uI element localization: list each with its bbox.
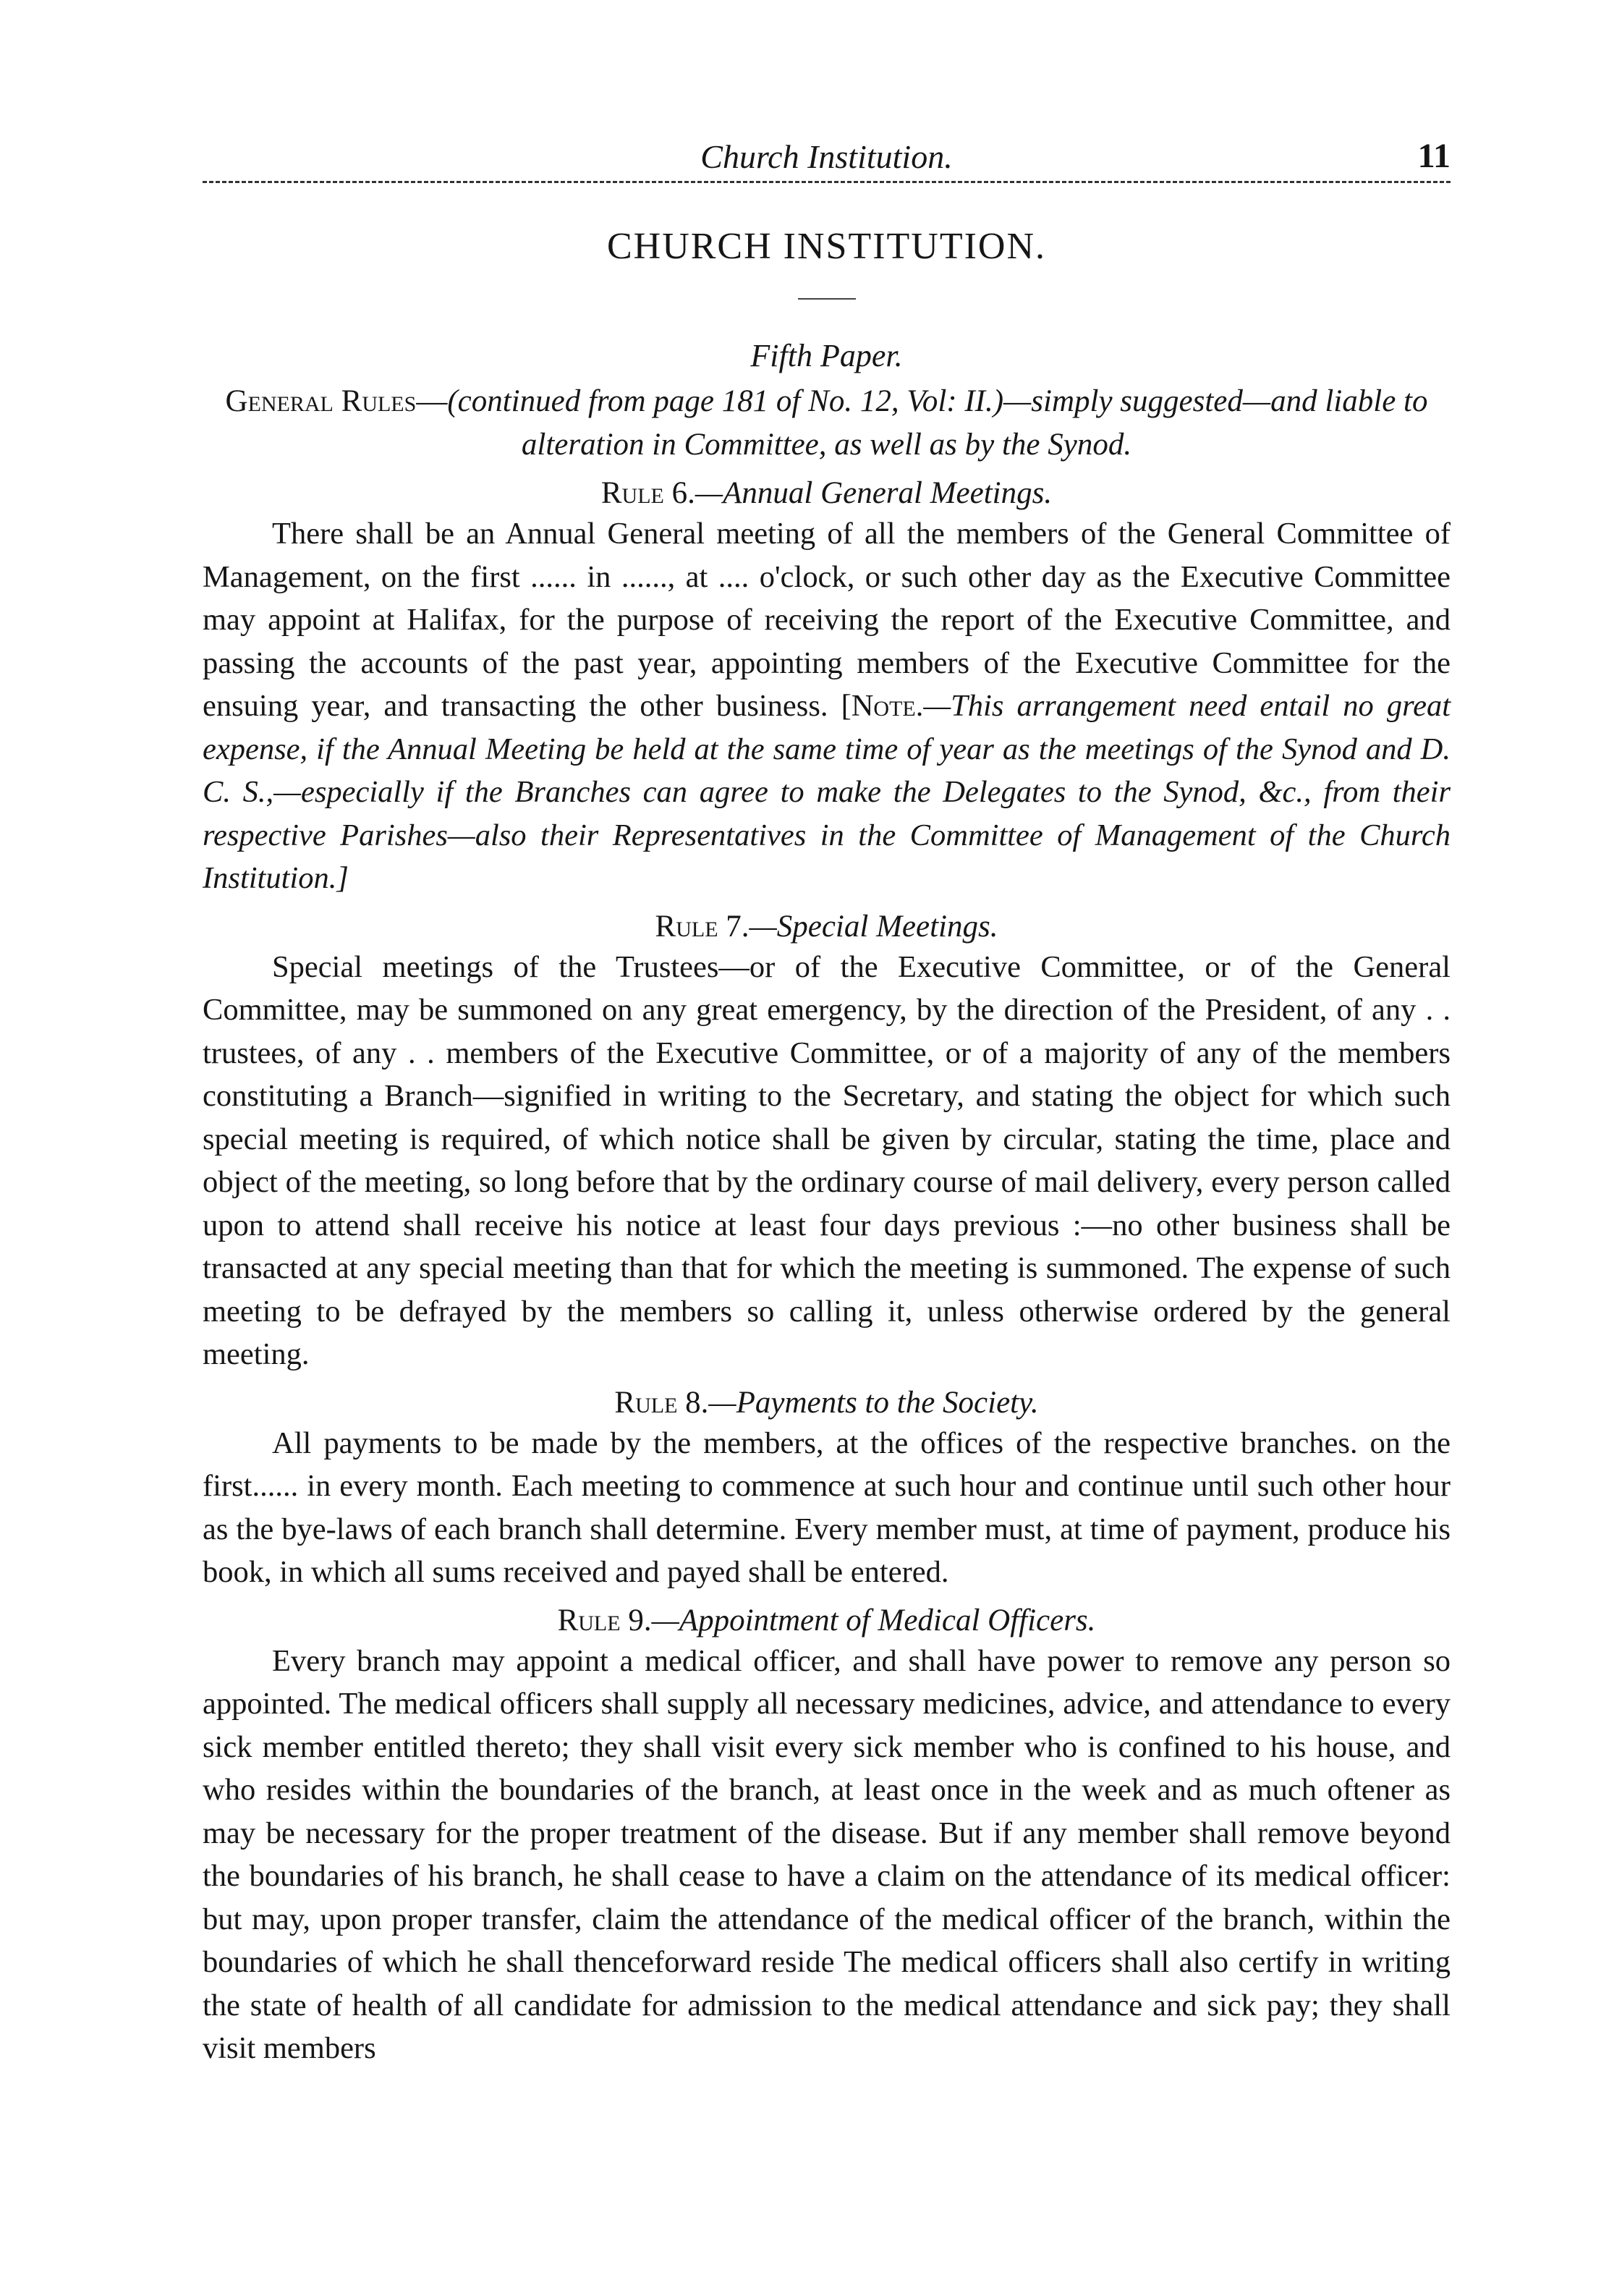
running-title: Church Institution. xyxy=(700,138,953,175)
general-rules-text: (continued from page 181 of No. 12, Vol: II.)—simply suggested—and liable to alteration in Committee, as well as by the Synod. xyxy=(447,384,1428,462)
subtitle: Fifth Paper. xyxy=(750,338,903,373)
note-label: [Note. xyxy=(841,689,924,723)
rule-title: —Appointment of Medical Officers. xyxy=(651,1603,1096,1638)
rule-title: —Annual General Meetings. xyxy=(695,476,1053,510)
rule-body: Every branch may appoint a medical officer, and shall have power to remove any person so appointed. The medical officers shall supply all necessary medicines, advice, and attendance to every sick member entitled thereto; they shall visit every sick member who is confined to his house, and who resides within the boundaries of the branch, at least once in the week and as much oftener as may be necessary for the proper treatment of the disease. But if any member shall remove beyond the boundaries of his branch, he shall cease to have a claim on the attendance of its medical officer: but may, upon proper transfer, claim the attendance of the medical officer of the branch, within the boundaries of which he shall thenceforward reside The medical officers shall also certify in writing the state of health of all candidate for admission to the medical attendance and sick pay; they shall visit members xyxy=(203,1643,1451,2065)
rule-heading xyxy=(203,1385,1451,1420)
main-title: CHURCH INSTITUTION. xyxy=(606,226,1047,267)
rule-body xyxy=(203,512,1451,900)
note-text: —This arrangement need entail no great expense, if the Annual Meeting be held at the same time of year as the meetings of the Synod and D. C. S.,—especially if the Branches can agree to make the Delegates to the Synod, &c., from their respective Parishes—also their Representatives in the Committee of Management of the Church Institution.] xyxy=(203,689,1451,895)
general-rules-dash: — xyxy=(416,384,448,418)
general-rules-label: General Rules xyxy=(225,384,417,418)
general-rules-intro xyxy=(203,380,1451,467)
page xyxy=(203,109,1451,2070)
rule-title: —Payments to the Society. xyxy=(708,1385,1039,1420)
rule-body-text: There shall be an Annual General meeting of all the members of the General Committee of Management, on the first ...... in ......, at .... o'clock, or such other day as the Executive Committee may appoint at Halifax, for the purpose of receiving the report of the Executive Committee, and passing the accounts of the past year, appointing members of the Executive Committee for the ensuing year, and transacting the other business. xyxy=(203,517,1451,723)
rule-heading xyxy=(203,909,1451,944)
header-rule xyxy=(203,181,1451,183)
page-number: 11 xyxy=(1417,137,1451,175)
rule-number: Rule 8. xyxy=(614,1385,709,1420)
running-head xyxy=(203,109,1451,181)
rule-heading xyxy=(203,475,1451,511)
title-rule xyxy=(798,298,856,300)
rule-number: Rule 7. xyxy=(655,909,749,944)
rule-number: Rule 6. xyxy=(600,476,695,510)
rule-body: All payments to be made by the members, at the offices of the respective branches. on the first...... in every month. Each meeting to commence at such hour and continue until such other hour as the bye-laws of each branch shall determine. Every member must, at time of payment, produce his book, in which all sums received and payed shall be entered. xyxy=(203,1426,1451,1589)
rule-number: Rule 9. xyxy=(557,1603,652,1638)
rule-body: Special meetings of the Trustees—or of the Executive Committee, or of the General Committee, may be summoned on any great emergency, by the direction of the President, of any . . trustees, of any . . members of the Executive Committee, or of a majority of any of the members constituting a Branch—signified in writing to the Secretary, and stating the object for which such special meeting is required, of which notice shall be given by circular, stating the time, place and object of the meeting, so long before that by the ordinary course of mail delivery, every person called upon to attend shall receive his notice at least four days previous :—no other business shall be transacted at any special meeting than that for which the meeting is summoned. The expense of such meeting to be defrayed by the members so calling it, unless otherwise ordered by the general meeting. xyxy=(203,949,1451,1371)
rule-heading xyxy=(203,1603,1451,1638)
rule-title: —Special Meetings. xyxy=(749,909,998,944)
